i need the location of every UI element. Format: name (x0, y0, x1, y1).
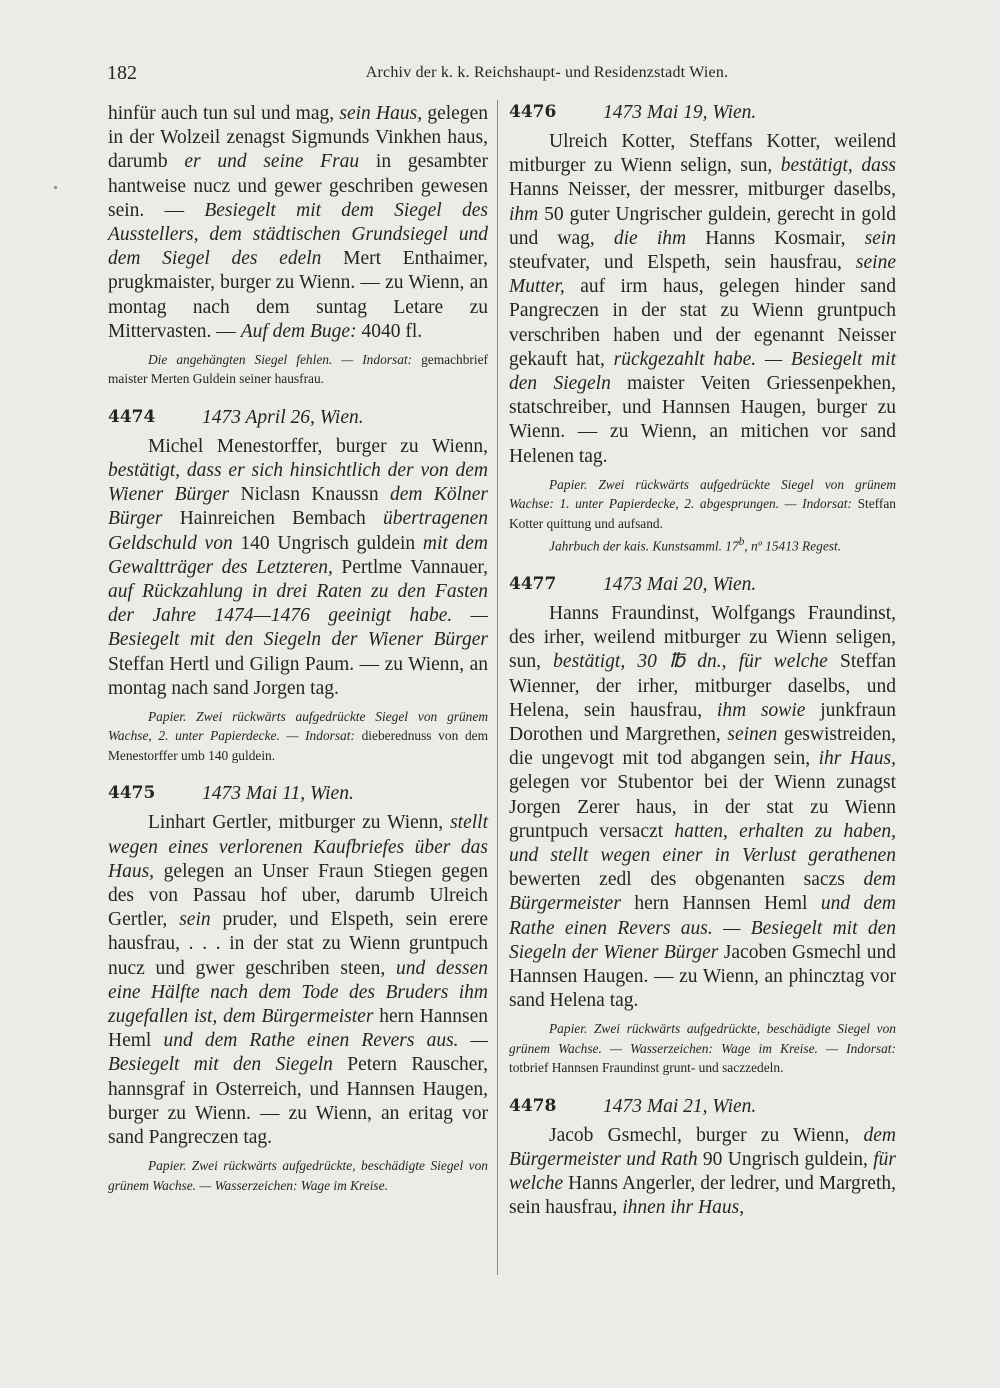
italic-run: und dem Rathe einen Revers aus. — Besiegelt mit den Siegeln (108, 1030, 488, 1076)
roman-run: Mert Enthaimer, prugkmaister, burger zu Wienn. — zu Wienn, an montag nach dem suntag Letare zu Mittervasten. — (108, 248, 489, 342)
entry-date: 1473 Mai 11, Wien. (202, 783, 354, 805)
italic-run: Die angehängten Siegel fehlen. — Indorsat: (148, 352, 413, 368)
roman-run: gelegen vor Stubentor bei der Wienn zunagst Jorgen Zerer haus, in der stat zu Wienn gruntpuch versaczt (509, 772, 896, 842)
roman-run: hinfür auch tun sul und mag, (108, 103, 340, 124)
entry-date: 1473 Mai 20, Wien. (603, 573, 757, 595)
entry-continuation (108, 102, 488, 389)
roman-run: 140 Ungrisch guldein (232, 532, 423, 554)
entry-4474 (108, 407, 488, 765)
italic-run: Auf dem Buge: (240, 320, 357, 342)
entry-heading (509, 102, 896, 130)
roman-run: gemachbrief maister Merten Guldein seiner hausfrau. (108, 352, 488, 387)
italic-run: sein (179, 909, 211, 931)
roman-run: Ulreich Kotter, Steffans Kotter, weilend mitburger zu Wienn selign, sun, (509, 131, 896, 177)
italic-run: ihm sowie (716, 699, 806, 721)
entry-number: 4476 (509, 102, 557, 122)
entry-body (108, 811, 488, 1150)
roman-run: 4040 fl. (356, 320, 423, 342)
entry-date: 1473 Mai 21, Wien. (603, 1095, 757, 1117)
roman-run: Steffan Hertl und Gilign Paum. — zu Wienn, an montag nach sand Jorgen tag. (108, 653, 488, 699)
entry-number: 4474 (108, 406, 156, 427)
page-number: 182 (107, 62, 137, 84)
italic-run: rückgezahlt habe. — Besiegelt mit den Siegeln (509, 348, 897, 395)
italic-run: übertragenen Geldschuld von (108, 508, 488, 554)
italic-run: dem Bürgermeister (509, 869, 896, 915)
entry-number: 4477 (509, 573, 557, 594)
entry-4475 (108, 783, 488, 1195)
italic-run: sein Haus, (339, 103, 423, 124)
running-head: Archiv der k. k. Reichshaupt- und Residenzstadt Wien. (365, 64, 729, 81)
roman-run: 90 Ungrisch guldein, (697, 1148, 874, 1170)
reference-tail: , nº 15413 Regest. (744, 538, 842, 554)
roman-run: dieberednuss von dem Menestorffer umb 140 guldein. (108, 728, 488, 763)
roman-run: maister Veiten Griessenpekhen, statschreiber, und Hannsen Haugen, burger zu Wienn. — zu Wienn, an mitichen vor sand Helenen tag. (509, 373, 896, 467)
entry-date: 1473 Mai 19, Wien. (603, 102, 757, 123)
entry-date: 1473 April 26, Wien. (202, 406, 364, 428)
entry-number: 4478 (509, 1095, 557, 1116)
roman-run: Linhart Gertler, mitburger zu Wienn, (148, 812, 451, 834)
italic-run: bestätigt, dass er sich hinsichtlich der von dem Wiener Bürger (108, 460, 488, 506)
italic-run: auf Rückzahlung in drei Raten zu den Fasten der Jahre 1474—1476 geeinigt habe. — Besiegelt mit den Siegeln der Wiener Bürger (108, 581, 488, 651)
italic-run: und dessen eine Hälfte nach dem Tode des Bruders ihm zugefallen ist, dem Bürgermeister (108, 957, 488, 1027)
continued-notes (108, 350, 488, 389)
roman-run: Hanns Neisser, der messrer, mitburger daselbs, (509, 179, 896, 201)
italic-run: hatten, erhalten zu haben, und stellt wegen einer in Verlust gerathenen (509, 820, 896, 866)
roman-run: Petern Rauscher, hannsgraf in Osterreich, und Hannsen Haugen, burger zu Wienn. — zu Wienn, an eritag vor sand Pangreczen tag. (108, 1054, 489, 1148)
roman-run: steufvater, und Elspeth, sein hausfrau, (509, 252, 856, 274)
entry-notes (108, 1156, 488, 1195)
roman-run: hern Hannsen Heml (620, 893, 821, 915)
roman-run: Hanns Angerler, der ledrer, und Margreth, sein hausfrau, (509, 1173, 896, 1219)
right-column (509, 102, 896, 1220)
reference-superscript: b (738, 536, 745, 549)
entry-notes (509, 475, 896, 533)
roman-run: Michel Menestorffer, burger zu Wienn, (148, 435, 488, 457)
roman-run: Jacoben Gsmechl und Hannsen Haugen. — zu Wienn, an phincztag vor sand Helena tag. (509, 941, 896, 1012)
italic-run: stellt wegen eines verlorenen Kaufbriefes über das Haus, (108, 812, 488, 882)
roman-run: Jacob Gsmechl, burger zu Wienn, (549, 1124, 864, 1146)
entry-notes (108, 707, 488, 765)
roman-run: gelegen in der Wolzeil zenagst Sigmunds Vinkhen haus, darumb (108, 103, 488, 173)
entry-heading (509, 574, 896, 602)
roman-run: Steffan Kotter quittung und aufsand. (509, 496, 897, 531)
entry-number: 4475 (108, 783, 156, 804)
entry-4477 (509, 574, 896, 1078)
entry-4476 (509, 102, 896, 556)
italic-run: bestätigt, dass (780, 155, 896, 177)
entry-reference (509, 533, 896, 556)
italic-run: seinen (727, 723, 778, 745)
italic-run: ihnen ihr Haus, (622, 1197, 745, 1219)
entry-body (509, 602, 896, 1013)
roman-run: auf irm haus, gelegen hinder sand Pangreczen in der stat zu Wienn gruntpuch verschriben haben und der egenannt Neisser gekauft hat, (509, 276, 896, 370)
roman-run: Pertlme Vannauer, (332, 556, 488, 578)
roman-run: Niclasn Knaussn (229, 484, 390, 506)
italic-run: Besiegelt mit dem Siegel des Ausstellers, dem städtischen Grundsiegel und dem Siegel des edeln (108, 199, 488, 270)
roman-run: junkfraun Dorothen und Margrethen, (509, 699, 897, 745)
italic-run: Papier. Zwei rückwärts aufgedrückte, beschädigte Siegel von grünem Wachse. — Wasserzeichen: Wage im Kreise. (108, 1158, 488, 1193)
italic-run: ihr Haus, (818, 748, 896, 770)
roman-run: gelegen an Unser Fraun Stiegen gegen des von Passau hof uber, darumb Ulreich Gertler, (108, 860, 488, 931)
italic-run: er und seine Frau (184, 151, 360, 173)
entry-heading (509, 1096, 896, 1124)
italic-run: mit dem Gewaltträger des Letzteren, (108, 532, 488, 578)
page-header (107, 62, 897, 86)
entry-4478 (509, 1096, 896, 1221)
italic-run: Papier. Zwei rückwärts aufgedrückte Siegel von grünem Wachse, 2. unter Papierdecke. — Indorsat: (108, 709, 488, 744)
italic-run: die ihm (613, 227, 687, 249)
italic-run: Papier. Zwei rückwärts aufgedrückte Siegel von grünem Wachse: 1. unter Papierdecke, 2. abgesprungen. — Indorsat: (509, 476, 896, 512)
roman-run: pruder, und Elspeth, sein erere hausfrau, . . . in der stat zu Wienn gruntpuch nucz und gwer geschriben steen, (108, 909, 489, 979)
roman-run: bewerten zedl des obgenanten saczs (509, 869, 864, 891)
roman-run: Hainreichen Bembach (162, 508, 383, 530)
entry-notes (509, 1019, 896, 1077)
continued-text (108, 102, 488, 344)
italic-run: und dem Rathe einen Revers aus. — Besiegelt mit den Siegeln der Wiener Bürger (509, 893, 896, 963)
italic-run: dem Bürgermeister und Rath (509, 1124, 896, 1170)
entry-body (108, 435, 488, 701)
roman-run: Hanns Kosmair, (686, 227, 865, 249)
roman-run: 50 guter Ungrischer guldein, gerecht in gold und wag, (509, 203, 896, 249)
italic-run: bestätigt, 30 ℔ dn., für welche (553, 651, 828, 673)
roman-run: in gesambter hantweise nucz und gewer geschriben gewesen sein. — (108, 151, 488, 221)
roman-run: hern Hannsen Heml (108, 1005, 488, 1052)
roman-run: Hanns Fraundinst, Wolfgangs Fraundinst, des irher, weilend mitburger zu Wienn seligen, sun, (509, 602, 896, 673)
italic-run: ihm (509, 203, 539, 225)
italic-run: für welche (509, 1148, 896, 1195)
paper-speck (54, 186, 57, 189)
entry-body (509, 130, 896, 469)
entry-heading (108, 407, 488, 435)
italic-run: sein (864, 227, 897, 249)
italic-run: dem Kölner Bürger (108, 484, 488, 530)
italic-run: Papier. Zwei rückwärts aufgedrückte, beschädigte Siegel von grünem Wachse. — Wasserzeichen: Wage im Kreise. — Indorsat: (509, 1021, 896, 1056)
column-divider (497, 100, 498, 1275)
entry-body (509, 1124, 896, 1221)
entry-heading (108, 783, 488, 811)
left-column (108, 102, 488, 1195)
roman-run: totbrief Hannsen Fraundinst grunt- und saczzedeln. (509, 1060, 784, 1076)
italic-run: seine Mutter, (509, 252, 896, 298)
reference-text: Jahrbuch der kais. Kunstsamml. 17 (549, 538, 739, 554)
roman-run: geswistreiden, die ungevogt mit tod abgangen sein, (509, 723, 896, 770)
roman-run: Steffan Wienner, der irher, mitburger daselbs, und Helena, sein hausfrau, (509, 651, 896, 721)
